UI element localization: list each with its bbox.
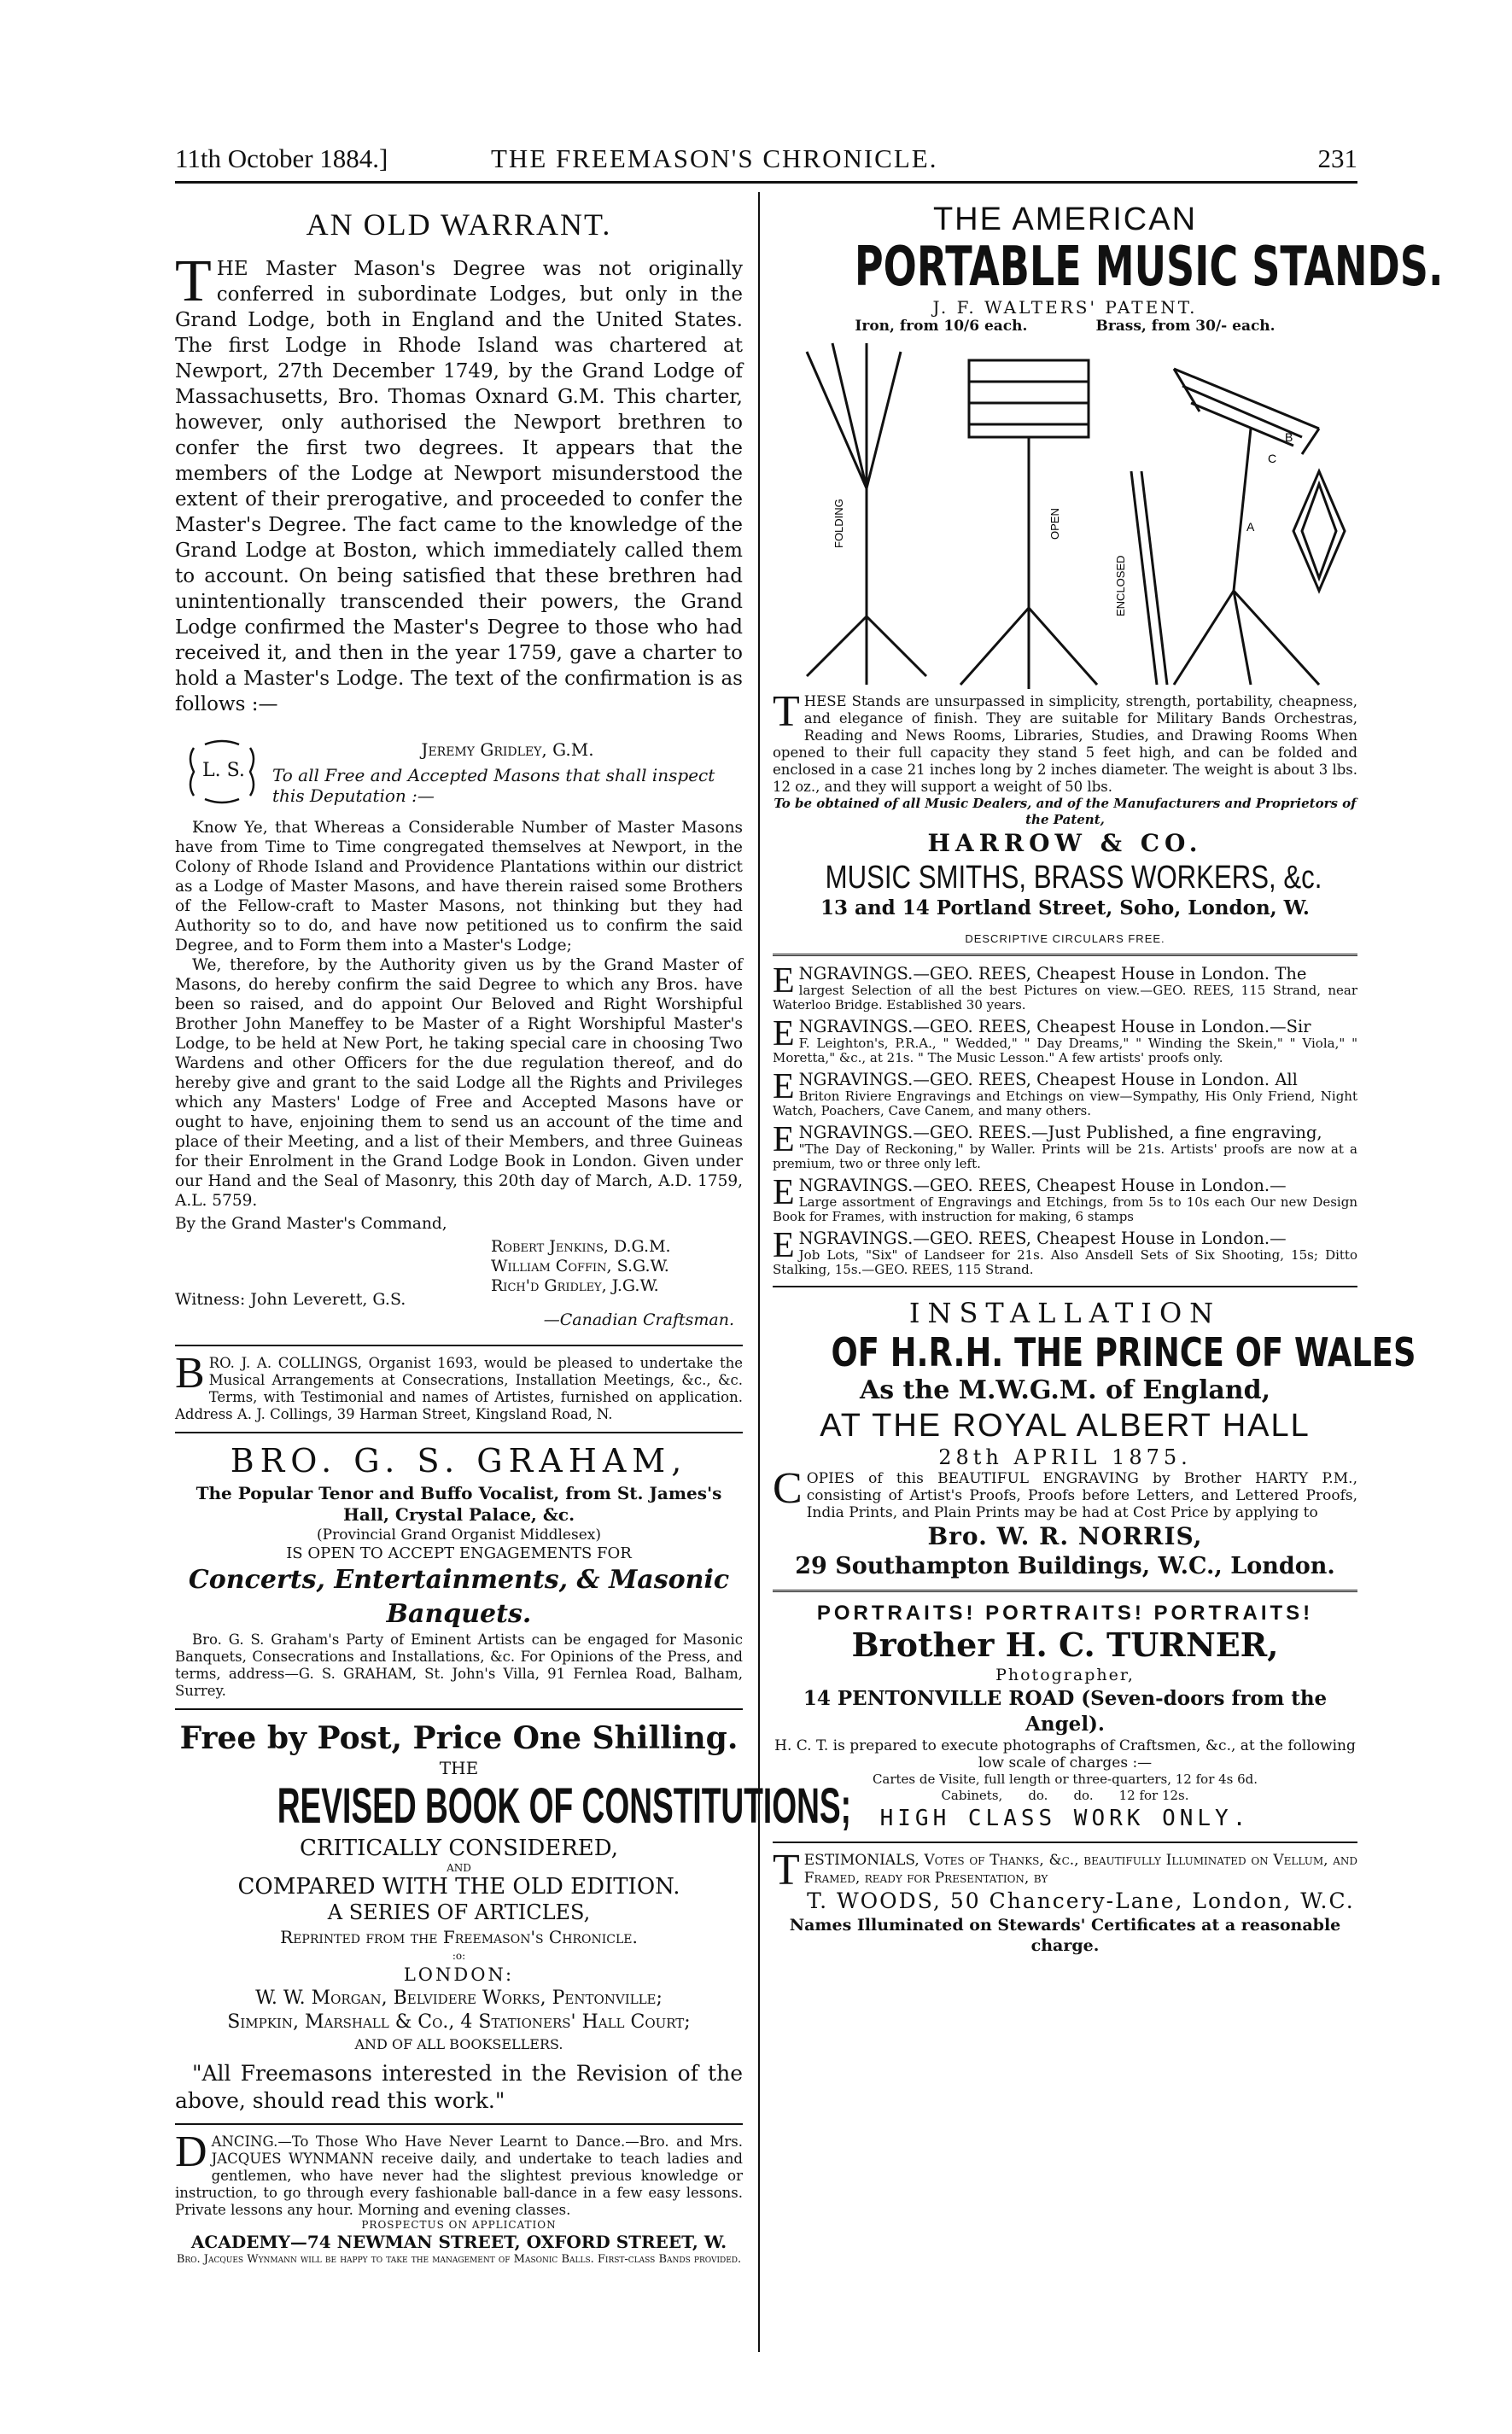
warrant-by-command: By the Grand Master's Command, [175,1215,447,1233]
article-old-warrant [175,207,743,1336]
label-folding: FOLDING [832,499,845,548]
book-the: THE [439,1758,479,1778]
advert-music-stands [773,201,1444,945]
signature-sgw: William Coffin, S.G.W. [491,1257,669,1275]
engraving-text: "The Day of Reckoning," by Waller. Prints will be 21s. Artists' proofs are now at a premium, two or three only left. [773,1141,1357,1171]
header-title: THE FREEMASON'S CHRONICLE. [491,143,938,173]
advert-installation [773,1296,1416,1581]
witness-line: Witness: John Leverett, G.S. [175,1290,406,1309]
engraving-text: largest Selection of all the best Pictures on view.—GEO. REES, 115 Strand, near Waterloo Bridge. Established 30 years. [773,983,1357,1013]
label-enclosed: ENCLOSED [1114,555,1127,616]
book-title: REVISED BOOK OF CONSTITUTIONS; [277,1778,852,1834]
advert-turner [773,1601,1357,1833]
book-booksellers: AND OF ALL BOOKSELLERS. [354,2036,563,2052]
woods-names: Names Illuminated on Stewards' Certificates at a reasonable charge. [789,1916,1341,1955]
book-price: Free by Post, Price One Shilling. [179,1720,738,1756]
advert-line: The Popular Tenor and Buffo Vocalist, from St. James's Hall, Crystal Palace, &c. [196,1483,722,1525]
turner-name: Brother H. C. TURNER, [851,1626,1279,1664]
seal-ls [184,738,260,806]
advert-text: RO. J. A. COLLINGS, Organist 1693, would be pleased to undertake the Musical Arrangements at Consecrations, Installation Meetings, &c., &c. Terms, with Testimonial and names of Artistes, furnished on application. Address A. J. Collings, 39 Harman Street, Kingsland Road, N. [175,1355,743,1422]
stands-headline: PORTABLE MUSIC STANDS. [854,236,1444,299]
label-a: A [1246,520,1255,534]
stands-description: HESE Stands are unsurpassed in simplicity, strength, portability, cheapness, and elegance of finish. They are suitable for Military Bands Orchestras, Reading and News Rooms, Libraries, Studies, and Drawing Rooms When opened to their full capacity they stand 5 feet high, and can be folded and enclosed in a case 21 inches long by 2 inches diameter. The weight is about 3 lbs. 12 oz., and they will support a weight of 50 lbs. [773,693,1357,795]
book-publisher: W. W. Morgan, Belvidere Works, Pentonville; [255,1987,663,2009]
advert-line-gothic: Concerts, Entertainments, & Masonic Banquets. [188,1565,730,1629]
price-iron: Iron, from 10/6 each. [855,318,1028,335]
warrant-know-ye: Know Ye, that Whereas a Considerable Number of Master Masons have from Time to Time congregated themselves at Newport, in the Colony of Rhode Island and Providence Plantations within our district as a Lodge of Master Masons, and have therein raised some Brothers of the Fellow-craft to Master Masons, not thinking but they had Authority so to do, and have now petitioned us to confirm the said Degree, and to Form them into a Master's Lodge; [175,819,743,954]
book-compared: COMPARED WITH THE OLD EDITION. [237,1874,680,1900]
install-heading: INSTALLATION [908,1297,1222,1329]
drop-cap: D [175,2128,207,2176]
book-reprinted: Reprinted from the Freemason's Chronicle. [280,1927,638,1947]
install-date: 28th APRIL 1875. [938,1445,1192,1469]
advert-text: ANCING.—To Those Who Have Never Learnt to Dance.—Bro. and Mrs. JACQUES WYNMANN receive daily, and undertake to teach ladies and gentlemen, who have never had the slightest previous knowledge or instruction, to go through every fashionable ball-dance in a few easy lessons. Private lessons any hour. Morning and evening classes. [175,2133,743,2218]
advert-text: Bro. G. S. Graham's Party of Eminent Artists can be engaged for Masonic Banquets, Consecrations and Installations, &c. For Opinions of the Press, and terms, address—G. S. GRAHAM, St. John's Villa, 91 Fernlea Road, Balham, Surrey. [175,1631,743,1699]
column-divider [758,192,760,2352]
stands-address: 13 and 14 Portland Street, Soho, London, W. [820,896,1310,919]
advert-engravings: E NGRAVINGS.—GEO. REES, Cheapest House in London. The largest Selection of all the best Pictures on view.—GEO. REES, 115 Strand, near Waterloo Bridge. Established 30 years. E NGRAVINGS.—GEO. REES, Cheapest House in London.—Sir F. Leighton's, P.R.A., " Wedded," " Day Dreams," " Winding the Skein," " Viola," " Moretta," &c., at 21s. " The Music Lesson." A few artists' proofs only. E NGRAVINGS.—GEO. REES, Cheapest House in London. All Briton Riviere Engravings and Etchings on view—Sympathy, His Only Friend, Night Watch, Poachers, Cave Canem, and many others. E NGRAVINGS.—GEO. REES.—Just Published, a fine engraving, "The Day of Reckoning," by Waller. Prints will be 21s. Artists' proofs are now at a premium, two or three only left. E NGRAVINGS.—GEO. REES, Cheapest House in London.— Large assortment of Engravings and Etchings, from 5s to 10s each Our new Design Book for Frames, with instruction for making, 6 stamps E NGRAVINGS.—GEO. REES, Cheapest House in London.— Job Lots, "Six" of Landseer for 21s. Also Ansdell Sets of Six Shooting, 15s; Ditto Stalking, 15s.—GEO. REES, 115 Strand. [773,965,1357,1277]
engraving-heading: NGRAVINGS.—GEO. REES, Cheapest House in London.— [798,1229,1287,1248]
turner-prepared: H. C. T. is prepared to execute photographs of Craftsmen, &c., at the following low scale of charges :— [774,1737,1356,1772]
stands-obtain: To be obtained of all Music Dealers, and of the Manufacturers and Proprietors of the Patent, [774,796,1357,827]
book-subtitle: CRITICALLY CONSIDERED, [300,1836,618,1861]
turner-high-class: HIGH CLASS WORK ONLY. [879,1806,1251,1831]
article-intro: HE Master Mason's Degree was not originally conferred in subordinate Lodges, but only in the Grand Lodge, both in England and the United States. The first Lodge in Rhode Island was chartered at Newport, 27th December 1749, by the Grand Lodge of Massachusetts, Bro. Thomas Oxnard G.M. This charter, however, only authorised the Newport brethren to confer the first two degrees. It appears that the members of the Lodge at Newport misunderstood the extent of their prerogative, and proceeded to confer the Master's Degree. The fact came to the knowledge of the Grand Lodge at Boston, which immediately called them to account. On being satisfied that these brethren had unintentionally transcended their powers, the Grand Lodge confirmed the Master's Degree to those who had received it, and then in the year 1759, gave a charter to hold a Master's Lodge. The text of the confirmation is as follows :— [175,258,743,715]
music-stands-illustration [773,335,1357,693]
advert-revised-book [175,1719,852,2115]
label-c: C [1268,452,1277,465]
dancing-prospectus: PROSPECTUS ON APPLICATION [361,2219,557,2231]
label-b: B [1285,430,1293,444]
header-page-number: 231 [1317,143,1357,173]
engraving-heading: NGRAVINGS.—GEO. REES, Cheapest House in London. The [798,965,1307,984]
book-and: AND [447,1862,471,1874]
engraving-text: Job Lots, "Six" of Landseer for 21s. Also Ansdell Sets of Six Shooting, 15s; Ditto Stalking, 15s.—GEO. REES, 115 Strand. [773,1247,1357,1277]
warrant-we-therefore: We, therefore, by the Authority given us by the Grand Master of Masons, do hereby confirm the said Degree to which any Bros. have been so raised, and do appoint Our Beloved and Right Worshipful Brother John Maneffey to be Master of a Right Worshipful Master's Lodge, to be held at New Port, he taking special care in choosing Two Wardens and other Officers for the due regulation thereof, and do hereby give and grant to the said Lodge all the Rights and Privileges which any Masters' Lodge of Free and Accepted Masons have or ought to have, enjoining them to send us an account of the time and place of their Meeting, and a list of their Members, and three Guineas for their Enrolment in the Grand Lodge Book in London. Given under our Hand and the Seal of Masonry, this 20th day of March, A.D. 1759, A.L. 5759. [175,956,743,1210]
advert-collings [175,1349,743,1423]
install-mwgm: As the M.W.G.M. of England, [859,1375,1271,1405]
engraving-heading: NGRAVINGS.—GEO. REES, Cheapest House in London.—Sir [798,1018,1311,1036]
drop-cap: C [773,1464,803,1513]
install-venue: AT THE ROYAL ALBERT HALL [820,1408,1311,1444]
engraving-heading: NGRAVINGS.—GEO. REES, Cheapest House in London.— [798,1176,1287,1195]
stands-prices [773,318,1357,335]
advert-title: BRO. G. S. GRAHAM, [230,1442,688,1480]
turner-address: 14 PENTONVILLE ROAD (Seven-doors from the Angel). [803,1687,1328,1736]
header-date: 11th October 1884.] [175,143,388,173]
stands-circulars: DESCRIPTIVE CIRCULARS FREE. [965,932,1165,945]
right-column [773,196,1444,1956]
advert-line: IS OPEN TO ACCEPT ENGAGEMENTS FOR [286,1544,632,1562]
advert-woods [773,1846,1357,1956]
drop-cap: T [773,687,800,736]
woods-text: ESTIMONIALS, Votes of Thanks, &c., beautifully Illuminated on Vellum, and Framed, ready for Presentation, by [803,1852,1357,1887]
seal-text: L. S. [202,760,245,781]
advert-dancing [175,2128,743,2267]
stands-patent: J. F. WALTERS' PATENT. [932,297,1198,318]
book-publisher: Simpkin, Marshall & Co., 4 Stationers' Hall Court; [227,2011,691,2033]
article-title: AN OLD WARRANT. [306,207,612,242]
turner-photographer: Photographer, [995,1666,1135,1684]
advert-line: (Provincial Grand Organist Middlesex) [317,1526,601,1544]
book-series: A SERIES OF ARTICLES, [327,1900,591,1924]
stands-title: THE AMERICAN [932,201,1198,237]
signature-dgm: Robert Jenkins, D.G.M. [491,1237,671,1256]
engraving-text: Large assortment of Engravings and Etchings, from 5s to 10s each Our new Design Book for Frames, with instruction for making, 6 stamps [773,1194,1357,1224]
page-header [175,143,1357,179]
engraving-heading: NGRAVINGS.—GEO. REES.—Just Published, a fine engraving, [798,1124,1322,1142]
book-london: LONDON: [403,1964,515,1985]
book-ornament: :o: [452,1950,466,1962]
engraving-text: F. Leighton's, P.R.A., " Wedded," " Day Dreams," " Winding the Skein," " Viola," " Moretta," &c., at 21s. " The Music Lesson." A few artists' proofs only. [773,1036,1357,1065]
engraving-text: Briton Riviere Engravings and Etchings on view—Sympathy, His Only Friend, Night Watch, Poachers, Cave Canem, and many others. [773,1089,1357,1118]
dancing-footer: Bro. Jacques Wynmann will be happy to take the management of Masonic Balls. First-class Bands provided. [176,2253,742,2266]
install-prince: OF H.R.H. THE PRINCE OF WALES [831,1329,1416,1375]
dancing-academy: ACADEMY—74 NEWMAN STREET, OXFORD STREET, W. [190,2232,727,2252]
woods-address: T. WOODS, 50 Chancery-Lane, London, W.C. [807,1888,1355,1913]
advert-graham [175,1442,743,1700]
engraving-heading: NGRAVINGS.—GEO. REES, Cheapest House in London. All [798,1071,1298,1089]
turner-portraits: PORTRAITS! PORTRAITS! PORTRAITS! [816,1602,1314,1625]
turner-rate: Cartes de Visite, full length or three-quarters, 12 for 4s 6d. [872,1772,1258,1787]
turner-rate-cabinets: Cabinets, do. do. 12 for 12s. [941,1788,1189,1803]
drop-cap: T [175,248,212,314]
deputation-address: To all Free and Accepted Masons that shall inspect this Deputation :— [272,765,715,806]
install-address: 29 Southampton Buildings, W.C., London. [795,1553,1335,1579]
header-rule [175,181,1357,184]
drop-cap: T [773,1846,800,1894]
stands-maker: HARROW & CO. [927,829,1203,857]
price-brass: Brass, from 30/- each. [1095,318,1276,335]
grand-master-name: Jeremy Gridley, G.M. [421,739,594,760]
book-quote: "All Freemasons interested in the Revision of the above, should read this work." [175,2061,743,2113]
install-norris: Bro. W. R. NORRIS, [927,1522,1203,1550]
article-source: —Canadian Craftsman. [543,1310,734,1329]
label-open: OPEN [1048,508,1061,540]
signature-jgw: Rich'd Gridley, J.G.W. [491,1276,659,1295]
stands-trade: MUSIC SMITHS, BRASS WORKERS, &c. [825,860,1322,896]
install-text: OPIES of this BEAUTIFUL ENGRAVING by Brother HARTY P.M., consisting of Artist's Proofs, Proofs before Letters, and Lettered Proofs, India Prints, and Plain Prints may be had at Cost Price by applying to [806,1470,1357,1521]
drop-cap: B [175,1349,205,1398]
